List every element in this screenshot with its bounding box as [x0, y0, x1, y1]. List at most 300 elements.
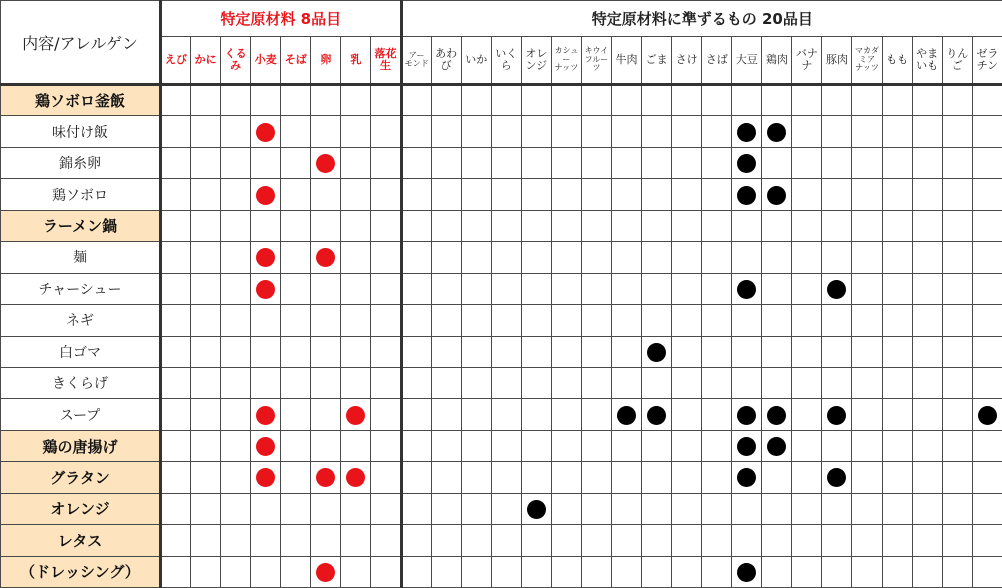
allergen-column-header: やま いも	[912, 37, 942, 85]
allergen-cell	[912, 147, 942, 178]
allergen-cell	[732, 399, 762, 430]
allergen-cell	[371, 242, 401, 273]
allergen-cell	[581, 493, 611, 524]
allergen-cell	[581, 210, 611, 241]
table-row	[1, 85, 1002, 116]
allergen-cell	[611, 336, 641, 367]
allergen-cell	[822, 556, 852, 587]
allergen-cell	[401, 179, 431, 210]
allergen-cell	[642, 493, 672, 524]
allergen-cell	[942, 85, 972, 116]
allergen-cell	[161, 179, 191, 210]
allergen-cell	[401, 525, 431, 556]
allergen-cell	[401, 210, 431, 241]
allergen-mark-dot	[256, 468, 275, 487]
allergen-column-header: ゼラ チン	[972, 37, 1002, 85]
allergen-column-header: えび	[161, 37, 191, 85]
allergen-cell	[882, 242, 912, 273]
allergen-cell	[672, 147, 702, 178]
allergen-cell	[491, 493, 521, 524]
table-row	[1, 210, 1002, 241]
allergen-cell	[672, 85, 702, 116]
allergen-cell	[341, 210, 371, 241]
allergen-column-header: 牛肉	[611, 37, 641, 85]
allergen-cell	[732, 116, 762, 147]
allergen-cell	[491, 336, 521, 367]
allergen-cell	[191, 399, 221, 430]
allergen-cell	[581, 179, 611, 210]
allergen-cell	[702, 399, 732, 430]
allergen-cell	[642, 116, 672, 147]
allergen-cell	[461, 210, 491, 241]
allergen-cell	[882, 305, 912, 336]
allergen-cell	[762, 430, 792, 461]
allergen-cell	[642, 305, 672, 336]
allergen-cell	[161, 273, 191, 304]
allergen-mark-dot	[767, 186, 786, 205]
allergen-cell	[732, 430, 762, 461]
allergen-cell	[822, 85, 852, 116]
allergen-cell	[311, 273, 341, 304]
allergen-column-header: あわび	[431, 37, 461, 85]
allergen-cell	[882, 430, 912, 461]
allergen-cell	[672, 367, 702, 398]
allergen-cell	[972, 525, 1002, 556]
allergen-cell	[762, 399, 792, 430]
allergen-cell	[341, 430, 371, 461]
allergen-cell	[461, 430, 491, 461]
allergen-cell	[642, 556, 672, 587]
menu-category-label: オレンジ	[1, 493, 161, 524]
allergen-cell	[642, 85, 672, 116]
allergen-column-header: マカダ ミア ナッツ	[852, 37, 882, 85]
allergen-cell	[491, 147, 521, 178]
allergen-cell	[251, 493, 281, 524]
allergen-cell	[852, 430, 882, 461]
allergen-mark-dot	[256, 123, 275, 142]
allergen-cell	[521, 525, 551, 556]
allergen-mark-dot	[827, 468, 846, 487]
label-column-header: 内容/アレルゲン	[1, 1, 161, 85]
allergen-cell	[281, 116, 311, 147]
allergen-cell	[972, 116, 1002, 147]
allergen-cell	[912, 85, 942, 116]
menu-category-label: （ドレッシング）	[1, 556, 161, 587]
allergen-cell	[942, 367, 972, 398]
allergen-cell	[281, 147, 311, 178]
allergen-cell	[341, 305, 371, 336]
allergen-cell	[942, 116, 972, 147]
allergen-cell	[912, 430, 942, 461]
allergen-cell	[221, 210, 251, 241]
menu-category-label: 鶏の唐揚げ	[1, 430, 161, 461]
allergen-cell	[161, 336, 191, 367]
allergen-cell	[221, 399, 251, 430]
allergen-cell	[581, 399, 611, 430]
allergen-cell	[822, 399, 852, 430]
allergen-cell	[762, 210, 792, 241]
allergen-cell	[461, 399, 491, 430]
allergen-mark-dot	[767, 406, 786, 425]
allergen-cell	[792, 462, 822, 493]
allergen-cell	[611, 367, 641, 398]
allergen-cell	[491, 462, 521, 493]
allergen-cell	[251, 430, 281, 461]
allergen-cell	[611, 179, 641, 210]
allergen-mark-dot	[617, 406, 636, 425]
allergen-cell	[401, 116, 431, 147]
allergen-mark-dot	[978, 406, 997, 425]
allergen-column-header: 卵	[311, 37, 341, 85]
allergen-cell	[672, 336, 702, 367]
allergen-cell	[191, 273, 221, 304]
allergen-cell	[431, 147, 461, 178]
allergen-cell	[912, 273, 942, 304]
table-row	[1, 430, 1002, 461]
allergen-cell	[972, 493, 1002, 524]
allergen-cell	[251, 179, 281, 210]
allergen-cell	[852, 556, 882, 587]
allergen-cell	[521, 147, 551, 178]
allergen-cell	[281, 273, 311, 304]
allergen-cell	[642, 367, 672, 398]
allergen-cell	[672, 399, 702, 430]
allergen-cell	[972, 336, 1002, 367]
allergen-cell	[551, 242, 581, 273]
allergen-cell	[942, 147, 972, 178]
allergen-cell	[371, 85, 401, 116]
table-row	[1, 525, 1002, 556]
allergen-mark-dot	[737, 406, 756, 425]
allergen-cell	[311, 179, 341, 210]
allergen-cell	[822, 116, 852, 147]
allergen-mark-dot	[346, 406, 365, 425]
allergen-cell	[551, 210, 581, 241]
allergen-mark-dot	[316, 154, 335, 173]
allergen-cell	[942, 430, 972, 461]
allergen-cell	[581, 462, 611, 493]
allergen-cell	[702, 242, 732, 273]
allergen-cell	[822, 179, 852, 210]
allergen-column-header: 小麦	[251, 37, 281, 85]
allergen-cell	[762, 116, 792, 147]
allergen-column-header: かに	[191, 37, 221, 85]
allergen-cell	[431, 336, 461, 367]
allergen-cell	[852, 147, 882, 178]
allergen-cell	[792, 305, 822, 336]
allergen-cell	[972, 305, 1002, 336]
allergen-cell	[702, 556, 732, 587]
allergen-mark-dot	[316, 563, 335, 582]
allergen-cell	[762, 367, 792, 398]
allergen-cell	[732, 525, 762, 556]
allergen-cell	[521, 430, 551, 461]
table-row	[1, 336, 1002, 367]
allergen-mark-dot	[316, 468, 335, 487]
allergen-cell	[792, 493, 822, 524]
allergen-cell	[822, 367, 852, 398]
allergen-cell	[341, 399, 371, 430]
allergen-cell	[491, 525, 521, 556]
allergen-cell	[461, 305, 491, 336]
allergen-cell	[281, 179, 311, 210]
allergen-cell	[161, 147, 191, 178]
allergen-mark-dot	[316, 248, 335, 267]
allergen-cell	[461, 556, 491, 587]
allergen-column-header: くるみ	[221, 37, 251, 85]
allergen-cell	[972, 399, 1002, 430]
allergen-cell	[251, 147, 281, 178]
allergen-cell	[341, 116, 371, 147]
allergen-cell	[672, 116, 702, 147]
allergen-cell	[581, 85, 611, 116]
allergen-cell	[942, 399, 972, 430]
allergen-cell	[822, 430, 852, 461]
allergen-cell	[461, 336, 491, 367]
allergen-column-header: さけ	[672, 37, 702, 85]
allergen-cell	[581, 116, 611, 147]
allergen-mark-dot	[737, 280, 756, 299]
allergen-cell	[371, 525, 401, 556]
allergen-column-header: さば	[702, 37, 732, 85]
allergen-cell	[161, 242, 191, 273]
allergen-cell	[551, 116, 581, 147]
allergen-cell	[852, 462, 882, 493]
allergen-cell	[642, 147, 672, 178]
allergen-cell	[221, 336, 251, 367]
allergen-cell	[221, 273, 251, 304]
allergen-cell	[431, 116, 461, 147]
allergen-cell	[341, 367, 371, 398]
allergen-cell	[431, 525, 461, 556]
allergen-cell	[792, 147, 822, 178]
menu-item-label: 麺	[1, 242, 161, 273]
allergen-cell	[491, 305, 521, 336]
allergen-cell	[191, 336, 221, 367]
allergen-cell	[642, 210, 672, 241]
allergen-cell	[281, 367, 311, 398]
allergen-cell	[762, 147, 792, 178]
allergen-cell	[702, 85, 732, 116]
allergen-column-header: もも	[882, 37, 912, 85]
allergen-cell	[972, 462, 1002, 493]
allergen-column-header: いくら	[491, 37, 521, 85]
allergen-cell	[521, 273, 551, 304]
allergen-cell	[611, 493, 641, 524]
allergen-cell	[281, 493, 311, 524]
allergen-cell	[792, 399, 822, 430]
allergen-mark-dot	[346, 468, 365, 487]
allergen-cell	[551, 336, 581, 367]
allergen-mark-dot	[737, 123, 756, 142]
allergen-cell	[401, 493, 431, 524]
allergen-cell	[551, 462, 581, 493]
allergen-cell	[912, 305, 942, 336]
allergen-cell	[281, 336, 311, 367]
allergen-cell	[912, 336, 942, 367]
allergen-cell	[942, 305, 972, 336]
allergen-cell	[882, 273, 912, 304]
allergen-cell	[491, 116, 521, 147]
allergen-cell	[702, 273, 732, 304]
allergen-cell	[431, 85, 461, 116]
menu-category-label: ラーメン鍋	[1, 210, 161, 241]
allergen-cell	[732, 556, 762, 587]
allergen-cell	[491, 242, 521, 273]
allergen-cell	[882, 399, 912, 430]
allergen-mark-dot	[256, 186, 275, 205]
allergen-cell	[581, 430, 611, 461]
allergen-cell	[672, 525, 702, 556]
allergen-cell	[371, 462, 401, 493]
allergen-mark-dot	[737, 154, 756, 173]
allergen-cell	[551, 430, 581, 461]
allergen-cell	[882, 116, 912, 147]
allergen-cell	[371, 147, 401, 178]
allergen-cell	[371, 367, 401, 398]
allergen-cell	[221, 430, 251, 461]
allergen-mark-dot	[737, 186, 756, 205]
allergen-cell	[762, 179, 792, 210]
allergen-cell	[611, 85, 641, 116]
allergen-cell	[311, 242, 341, 273]
allergen-cell	[251, 367, 281, 398]
allergen-cell	[521, 462, 551, 493]
allergen-cell	[221, 242, 251, 273]
allergen-mark-dot	[256, 280, 275, 299]
group2-header: 特定原材料に準ずるもの 20品目	[401, 1, 1002, 37]
allergen-cell	[882, 147, 912, 178]
allergen-cell	[281, 462, 311, 493]
allergen-cell	[822, 305, 852, 336]
allergen-cell	[221, 305, 251, 336]
allergen-cell	[732, 147, 762, 178]
allergen-cell	[401, 367, 431, 398]
allergen-cell	[461, 179, 491, 210]
allergen-cell	[371, 305, 401, 336]
allergen-cell	[642, 399, 672, 430]
allergen-mark-dot	[647, 343, 666, 362]
allergen-cell	[551, 367, 581, 398]
menu-category-label: レタス	[1, 525, 161, 556]
allergen-cell	[852, 242, 882, 273]
allergen-cell	[491, 210, 521, 241]
allergen-cell	[822, 147, 852, 178]
allergen-cell	[702, 210, 732, 241]
allergen-cell	[311, 116, 341, 147]
allergen-cell	[611, 525, 641, 556]
allergen-cell	[221, 462, 251, 493]
allergen-cell	[491, 399, 521, 430]
allergen-cell	[551, 525, 581, 556]
allergen-cell	[551, 179, 581, 210]
allergen-cell	[161, 493, 191, 524]
allergen-mark-dot	[737, 563, 756, 582]
allergen-cell	[942, 242, 972, 273]
allergen-cell	[491, 367, 521, 398]
allergen-mark-dot	[827, 280, 846, 299]
allergen-cell	[521, 305, 551, 336]
allergen-cell	[461, 85, 491, 116]
allergen-mark-dot	[647, 406, 666, 425]
allergen-cell	[882, 210, 912, 241]
allergen-cell	[431, 305, 461, 336]
allergen-cell	[161, 556, 191, 587]
allergen-cell	[161, 430, 191, 461]
allergen-cell	[732, 305, 762, 336]
allergen-cell	[792, 336, 822, 367]
allergen-cell	[882, 462, 912, 493]
allergen-mark-dot	[737, 468, 756, 487]
allergen-cell	[341, 493, 371, 524]
allergen-cell	[822, 493, 852, 524]
allergen-cell	[732, 336, 762, 367]
allergen-cell	[431, 493, 461, 524]
allergen-mark-dot	[767, 437, 786, 456]
allergen-cell	[461, 147, 491, 178]
allergen-column-header: そば	[281, 37, 311, 85]
allergen-cell	[702, 336, 732, 367]
allergen-cell	[311, 399, 341, 430]
allergen-cell	[882, 367, 912, 398]
allergen-cell	[702, 525, 732, 556]
allergen-cell	[611, 210, 641, 241]
allergen-cell	[521, 179, 551, 210]
allergen-cell	[642, 336, 672, 367]
allergen-mark-dot	[256, 248, 275, 267]
allergen-cell	[371, 336, 401, 367]
allergen-cell	[431, 556, 461, 587]
allergen-cell	[191, 179, 221, 210]
allergen-column-header: バナナ	[792, 37, 822, 85]
allergen-cell	[281, 525, 311, 556]
allergen-cell	[581, 305, 611, 336]
allergen-cell	[642, 525, 672, 556]
allergen-cell	[912, 493, 942, 524]
allergen-column-header: オレ ンジ	[521, 37, 551, 85]
allergen-cell	[401, 305, 431, 336]
allergen-cell	[281, 430, 311, 461]
allergen-cell	[702, 116, 732, 147]
allergen-cell	[521, 116, 551, 147]
allergen-cell	[311, 462, 341, 493]
allergen-cell	[792, 116, 822, 147]
allergen-column-header: 大豆	[732, 37, 762, 85]
allergen-cell	[371, 210, 401, 241]
allergen-cell	[311, 525, 341, 556]
allergen-cell	[762, 273, 792, 304]
allergen-cell	[221, 116, 251, 147]
allergen-cell	[161, 116, 191, 147]
allergen-cell	[942, 273, 972, 304]
allergen-cell	[972, 273, 1002, 304]
allergen-cell	[221, 147, 251, 178]
allergen-cell	[822, 210, 852, 241]
allergen-cell	[972, 242, 1002, 273]
allergen-cell	[642, 179, 672, 210]
allergen-cell	[852, 179, 882, 210]
allergen-cell	[702, 462, 732, 493]
allergen-cell	[912, 179, 942, 210]
allergen-cell	[341, 147, 371, 178]
allergen-cell	[762, 336, 792, 367]
allergen-cell	[461, 462, 491, 493]
allergen-cell	[611, 556, 641, 587]
table-row	[1, 305, 1002, 336]
allergen-cell	[431, 179, 461, 210]
allergen-cell	[521, 556, 551, 587]
allergen-cell	[431, 273, 461, 304]
